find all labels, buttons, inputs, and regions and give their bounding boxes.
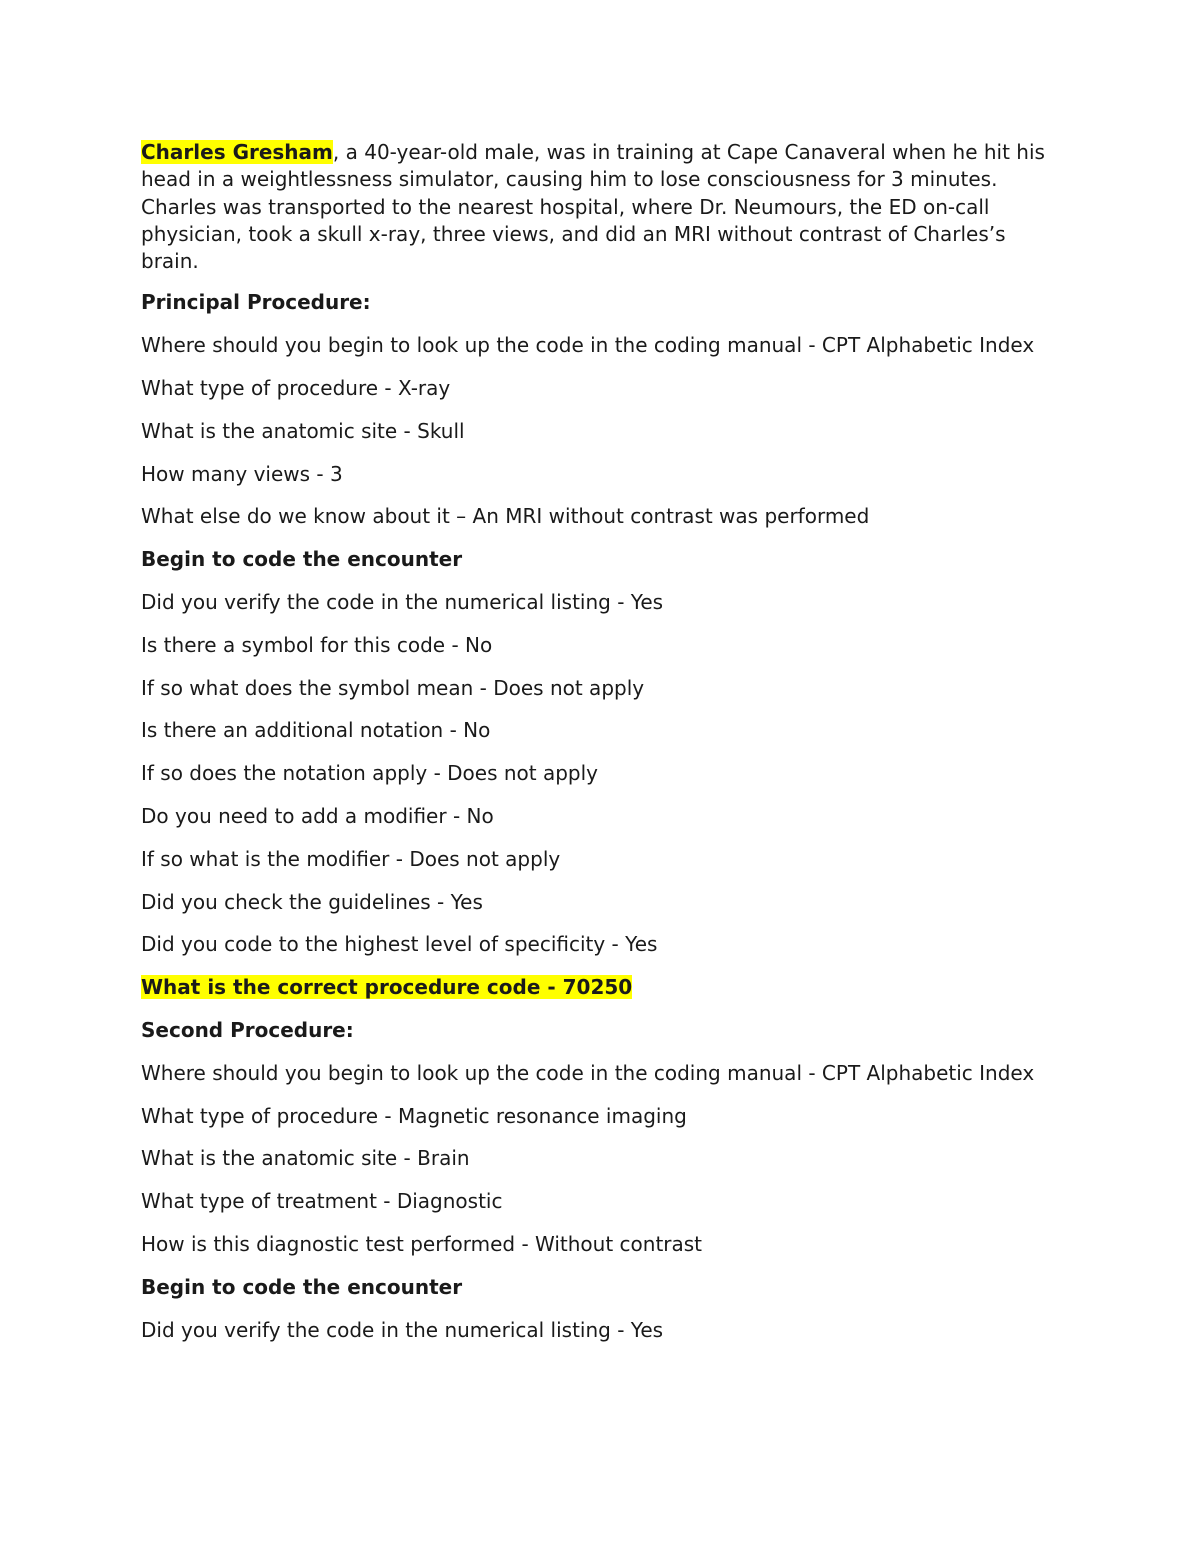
patient-name-highlight: Charles Gresham — [141, 140, 333, 164]
begin-coding-line: If so what does the symbol mean - Does not apply — [141, 675, 645, 700]
begin-coding-line-2: Did you verify the code in the numerical listing - Yes — [141, 1317, 664, 1342]
principal-line: What is the anatomic site - Skull — [141, 418, 465, 443]
principal-procedure-heading: Principal Procedure: — [141, 290, 371, 315]
begin-coding-line: Did you check the guidelines - Yes — [141, 889, 483, 914]
principal-line: Where should you begin to look up the code in the coding manual - CPT Alphabetic Index — [141, 333, 1035, 358]
begin-coding-line: Did you verify the code in the numerical listing - Yes — [141, 590, 664, 615]
begin-coding-heading: Begin to code the encounter — [141, 547, 463, 572]
intro-paragraph — [141, 139, 1061, 275]
begin-coding-line: Do you need to add a modifier - No — [141, 804, 494, 829]
second-line: Where should you begin to look up the code in the coding manual - CPT Alphabetic Index — [141, 1060, 1035, 1085]
principal-line: What else do we know about it – An MRI without contrast was performed — [141, 504, 870, 529]
intro-text: , a 40-year-old male, was in training at Cape Canaveral when he hit his head in a weightlessness simulator, causing him to lose consciousness for 3 minutes. Charles was transported to the nearest hospital, where Dr. Neumours, the ED on-call physician, took a skull x-ray, three views, and did an MRI without contrast of Charles’s brain. — [141, 140, 1045, 274]
document-page — [141, 139, 1061, 1359]
begin-coding-line: If so does the notation apply - Does not apply — [141, 761, 599, 786]
second-line: What is the anatomic site - Brain — [141, 1146, 470, 1171]
second-line: What type of treatment - Diagnostic — [141, 1189, 503, 1214]
second-line: How is this diagnostic test performed - Without contrast — [141, 1232, 703, 1257]
begin-coding-heading-2: Begin to code the encounter — [141, 1274, 463, 1299]
begin-coding-line: Is there an additional notation - No — [141, 718, 491, 743]
principal-line: What type of procedure - X-ray — [141, 376, 451, 401]
principal-line: How many views - 3 — [141, 461, 343, 486]
begin-coding-line: Is there a symbol for this code - No — [141, 632, 493, 657]
correct-code-answer: What is the correct procedure code - 70250 — [141, 975, 633, 1000]
begin-coding-line: Did you code to the highest level of specificity - Yes — [141, 932, 658, 957]
begin-coding-line: If so what is the modifier - Does not apply — [141, 846, 561, 871]
second-procedure-heading: Second Procedure: — [141, 1018, 354, 1043]
correct-code-answer-block — [141, 974, 1061, 1001]
second-line: What type of procedure - Magnetic resonance imaging — [141, 1103, 687, 1128]
